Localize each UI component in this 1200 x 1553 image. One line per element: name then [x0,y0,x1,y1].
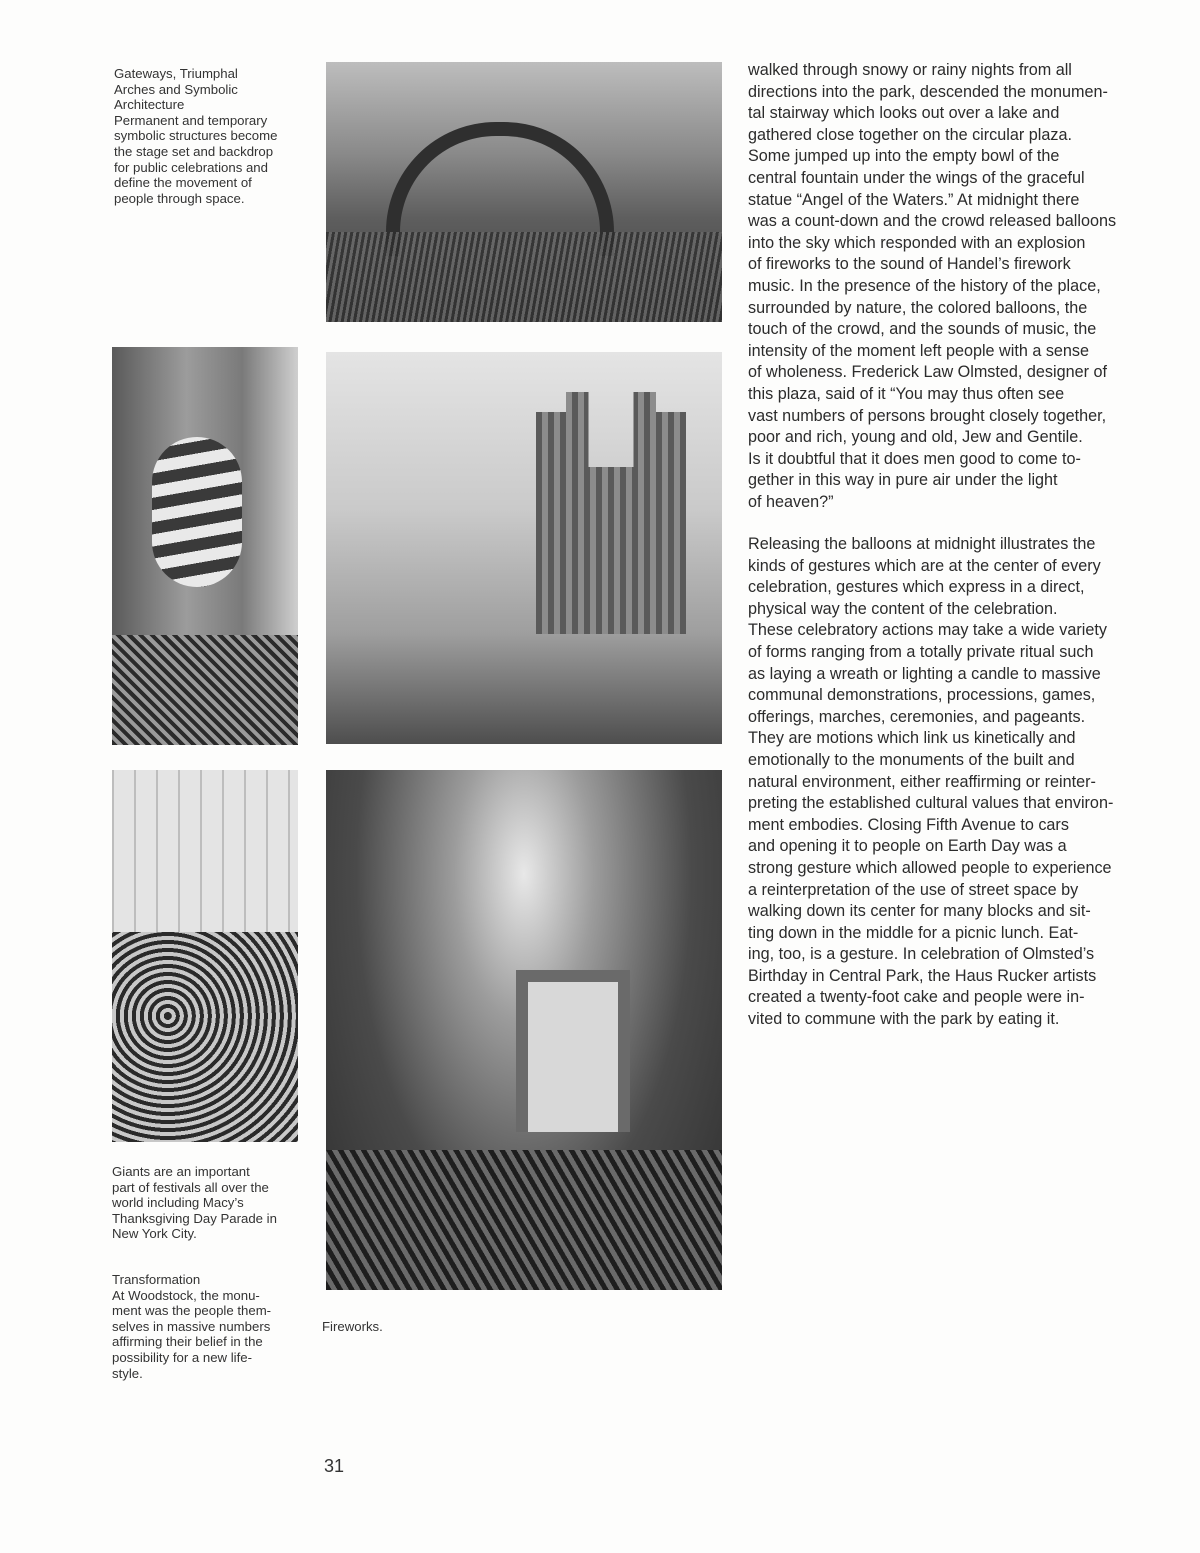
fireworks-image [326,770,722,1290]
caption-line: Permanent and temporary [114,112,268,128]
caption-gateways [114,66,277,206]
page-number: 31 [324,1456,345,1476]
caption-giants [112,1164,277,1242]
body-text-line: Some jumped up into the empty bowl of the [748,147,1060,166]
body-text-line: walked through snowy or rainy nights from all [748,61,1072,79]
caption-line: Giants are an important [112,1164,250,1179]
caption-line: Transformation [112,1272,201,1287]
body-text-line: celebration, gestures which express in a direct, [748,578,1085,597]
body-text-line: strong gesture which allowed people to experience [748,858,1112,877]
caption-transformation [112,1272,271,1381]
body-text-line: poor and rich, young and old, Jew and Gentile. [748,428,1083,447]
body-text-line: a reinterpretation of the use of street space by [748,880,1079,899]
body-text-line: These celebratory actions may take a wide variety [748,621,1107,640]
body-text-line: ment embodies. Closing Fifth Avenue to cars [748,815,1069,834]
caption-line: people through space. [114,190,245,206]
caption-line: Arches and Symbolic [114,81,238,97]
caption-line: style. [112,1365,143,1381]
caption-line: symbolic structures become [114,128,278,144]
body-text-line: of wholeness. Frederick Law Olmsted, designer of [748,363,1107,382]
caption-line: At Woodstock, the monu- [112,1287,260,1303]
woodstock-crowd-image [112,770,298,1142]
body-text-line: communal demonstrations, processions, games, [748,686,1096,705]
caption-line: the stage set and backdrop [114,143,274,159]
body-text-line: was a count-down and the crowd released balloons [748,212,1117,231]
caption-line: for public celebrations and [114,159,268,175]
body-text-line: Releasing the balloons at midnight illustrates the [748,535,1096,553]
caption-line: Gateways, Triumphal [114,66,238,81]
caption-line: possibility for a new life- [112,1349,252,1365]
caption-line: New York City. [112,1226,197,1242]
body-text-line: central fountain under the wings of the graceful [748,168,1085,187]
body-text-line: emotionally to the monuments of the built and [748,750,1075,769]
caption-line: selves in massive numbers [112,1318,271,1334]
body-text-line: physical way the content of the celebration. [748,599,1058,618]
body-text-line: tal stairway which looks out over a lake and [748,104,1060,123]
cathedral-procession-image [326,352,722,744]
body-text-line: surrounded by nature, the colored balloons, the [748,298,1088,317]
caption-fireworks: Fireworks. [322,1319,383,1334]
body-text-line: gether in this way in pure air under the light [748,471,1058,490]
body-text-line: this plaza, said of it “You may thus often see [748,384,1065,403]
body-text-line: into the sky which responded with an explosion [748,233,1086,252]
body-paragraph-1 [748,60,1116,513]
body-text-line: Birthday in Central Park, the Haus Rucker artists [748,966,1097,985]
body-text-line: and opening it to people on Earth Day was a [748,837,1067,856]
caption-line: affirming their belief in the [112,1334,263,1350]
body-text-line: of fireworks to the sound of Handel’s firework [748,255,1071,274]
body-text-line: offerings, marches, ceremonies, and pageants. [748,707,1086,726]
caption-line: part of festivals all over the [112,1179,269,1195]
caption-line: Architecture [114,97,185,113]
body-text-line: as laying a wreath or lighting a candle to massive [748,664,1101,683]
body-text-line: intensity of the moment left people with a sense [748,341,1090,360]
body-text-line: of forms ranging from a totally private ritual such [748,642,1094,661]
caption-line: ment was the people them- [112,1303,272,1319]
body-text-line: vited to commune with the park by eating it. [748,1010,1060,1029]
body-text-line: ing, too, is a gesture. In celebration of Olmsted’s [748,945,1095,964]
caption-line: Thanksgiving Day Parade in [112,1210,277,1226]
body-paragraph-2 [748,534,1113,1031]
body-text-line: directions into the park, descended the monumen- [748,82,1108,101]
body-text-line: Is it doubtful that it does men good to come to- [748,449,1081,468]
caption-line: define the movement of [114,175,252,191]
body-text-line: preting the established cultural values that environ- [748,794,1114,813]
parade-balloon-giant-image [112,347,298,745]
body-text-line: gathered close together on the circular plaza. [748,125,1072,144]
body-text-line: created a twenty-foot cake and people were in- [748,988,1085,1007]
body-text-line: vast numbers of persons brought closely together, [748,406,1107,425]
triumphal-arch-parade-image [326,62,722,322]
body-text-line: natural environment, either reaffirming or reinter- [748,772,1096,791]
body-text-line: ting down in the middle for a picnic lunch. Eat- [748,923,1079,942]
caption-line: world including Macy’s [112,1195,244,1211]
body-text-line: music. In the presence of the history of the place, [748,276,1101,295]
body-text-line: touch of the crowd, and the sounds of music, the [748,320,1097,339]
body-text-line: kinds of gestures which are at the center of every [748,556,1101,575]
body-text-line: of heaven?” [748,492,834,511]
body-text-line: They are motions which link us kinetically and [748,729,1076,748]
body-text-line: walking down its center for many blocks and sit- [748,902,1091,921]
body-text-line: statue “Angel of the Waters.” At midnight there [748,190,1080,209]
